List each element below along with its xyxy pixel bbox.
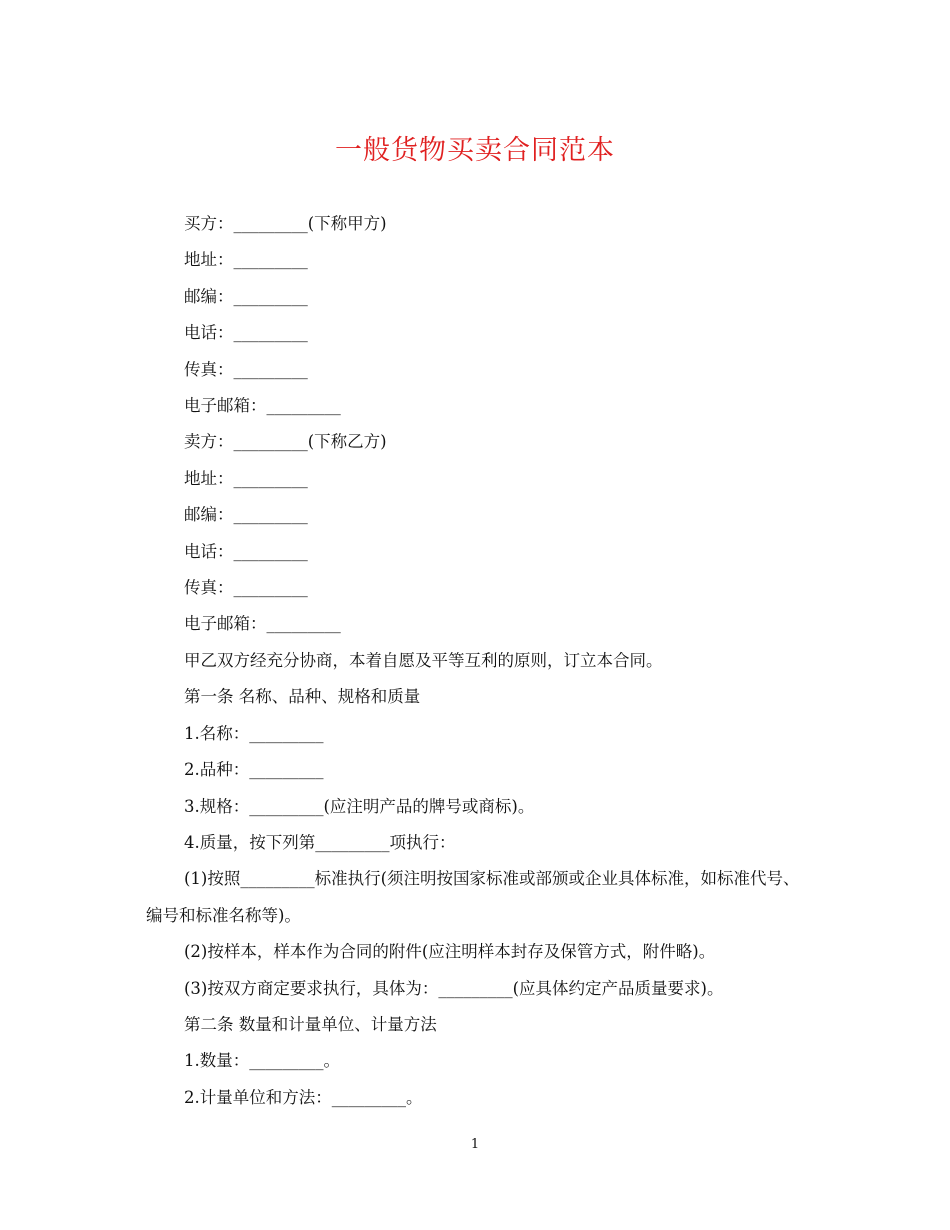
agreement-preamble: 甲乙双方经充分协商，本着自愿及平等互利的原则，订立本合同。 xyxy=(184,650,663,670)
buyer-postcode-line: 邮编：_________ xyxy=(184,286,308,306)
seller-email-line: 电子邮箱：_________ xyxy=(184,614,341,634)
item-quality-line: 4.质量，按下列第_________项执行： xyxy=(184,832,456,852)
document-body xyxy=(146,206,806,1116)
article-one-heading: 第一条 名称、品种、规格和质量 xyxy=(184,687,421,707)
article-two-heading: 第二条 数量和计量单位、计量方法 xyxy=(184,1014,437,1034)
buyer-phone-line: 电话：_________ xyxy=(184,323,308,343)
seller-fax-line: 传真：_________ xyxy=(184,578,308,598)
quality-option-1: (1)按照_________标准执行(须注明按国家标准或部颁或企业具体标准，如标准代号、编号和标准名称等)。 xyxy=(146,869,800,925)
seller-phone-line: 电话：_________ xyxy=(184,541,308,561)
document-title: 一般货物买卖合同范本 xyxy=(335,135,615,166)
buyer-address-line: 地址：_________ xyxy=(184,250,308,270)
buyer-line: 买方：_________(下称甲方) xyxy=(184,214,387,233)
buyer-fax-line: 传真：_________ xyxy=(184,359,308,379)
measurement-line: 2.计量单位和方法：_________。 xyxy=(184,1087,423,1107)
item-name-line: 1.名称：_________ xyxy=(184,723,324,743)
quantity-line: 1.数量：_________。 xyxy=(184,1051,340,1071)
buyer-email-line: 电子邮箱：_________ xyxy=(184,396,341,416)
quality-option-2: (2)按样本，样本作为合同的附件(应注明样本封存及保管方式，附件略)。 xyxy=(184,942,716,962)
item-variety-line: 2.品种：_________ xyxy=(184,760,324,780)
seller-address-line: 地址：_________ xyxy=(184,468,308,488)
seller-postcode-line: 邮编：_________ xyxy=(184,505,308,525)
quality-option-3: (3)按双方商定要求执行，具体为：_________(应具体约定产品质量要求)。 xyxy=(184,978,724,998)
item-spec-line: 3.规格：_________(应注明产品的牌号或商标)。 xyxy=(184,796,535,816)
page-number: 1 xyxy=(470,1137,480,1152)
seller-line: 卖方：_________(下称乙方) xyxy=(184,432,387,452)
